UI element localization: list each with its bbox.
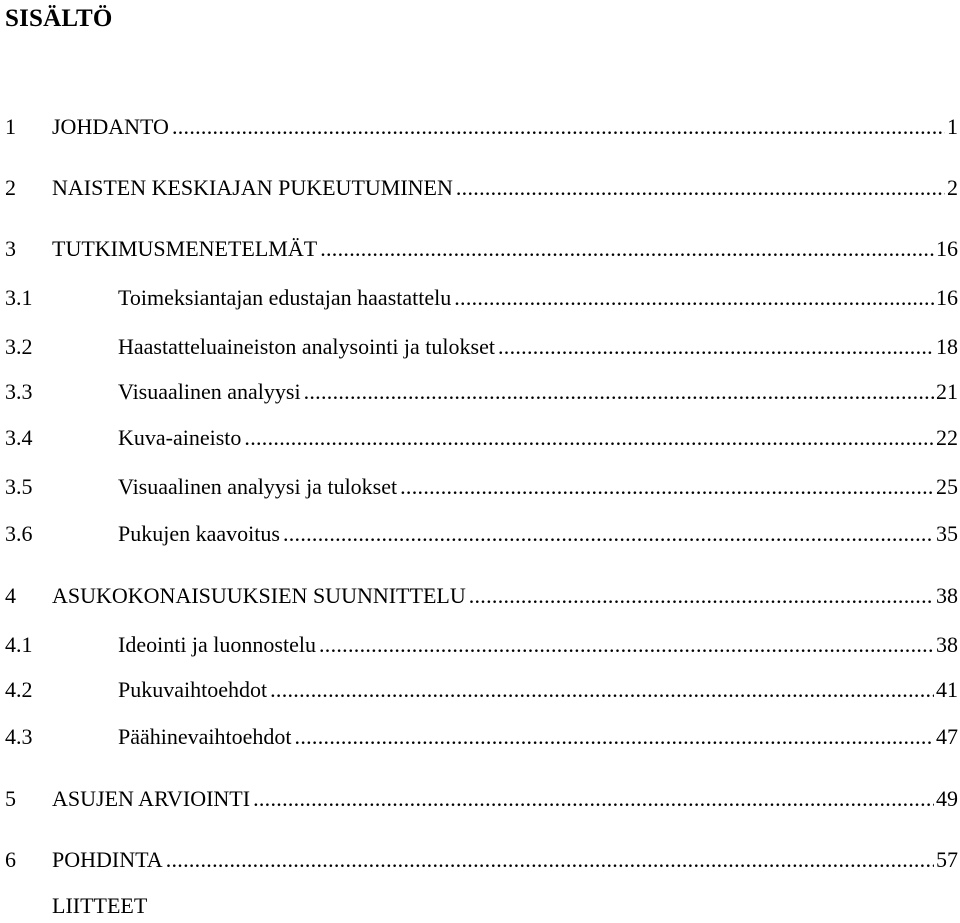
toc-entry-title: Haastatteluaineiston analysointi ja tulokset [118,334,495,359]
page-title: SISÄLTÖ [5,5,113,32]
toc-entry-4[interactable] [0,579,958,613]
toc-entry-title: ASUJEN ARVIOINTI [52,786,251,811]
toc-entry-page: 1 [947,114,958,139]
toc-entry-3-6[interactable] [0,517,958,551]
toc-entry-1[interactable] [0,110,958,144]
toc-entry-page: 38 [936,583,958,608]
toc-entry-number: 4.3 [5,724,33,749]
toc-entry-page: 21 [936,379,958,404]
toc-entry-page: 41 [936,677,958,702]
toc-entry-page: 38 [936,632,958,657]
dot-leader [456,171,945,205]
toc-entry-title: Päähinevaihtoehdot [118,724,292,749]
dot-leader [454,281,934,315]
dot-leader [172,110,945,144]
toc-entry-title: NAISTEN KESKIAJAN PUKEUTUMINEN [52,175,453,200]
toc-entry-appendices[interactable] [0,889,958,923]
toc-entry-title: LIITTEET [52,893,148,918]
toc-entry-number: 3.3 [5,379,33,404]
toc-entry-title: JOHDANTO [52,114,169,139]
toc-entry-page: 49 [936,786,958,811]
toc-entry-3-3[interactable] [0,375,958,409]
toc-entry-page: 2 [947,175,958,200]
toc-entry-title: Pukujen kaavoitus [118,521,280,546]
toc-entry-title: Kuva-aineisto [118,425,242,450]
toc-entry-number: 5 [5,786,16,811]
toc-entry-number: 4.1 [5,632,33,657]
dot-leader [320,232,934,266]
toc-entry-number: 3.2 [5,334,33,359]
dot-leader [270,673,934,707]
toc-entry-number: 4 [5,583,16,608]
toc-entry-page: 18 [936,334,958,359]
toc-entry-title: Visuaalinen analyysi [118,379,301,404]
toc-entry-title: ASUKOKONAISUUKSIEN SUUNNITTELU [52,583,466,608]
toc-entry-4-2[interactable] [0,673,958,707]
toc-entry-3-2[interactable] [0,330,958,364]
dot-leader [400,470,934,504]
toc-entry-page: 16 [936,285,958,310]
toc-entry-page: 25 [936,474,958,499]
toc-entry-title: TUTKIMUSMENETELMÄT [52,236,318,261]
toc-entry-page: 35 [936,521,958,546]
toc-entry-5[interactable] [0,782,958,816]
dot-leader [166,843,934,877]
toc-entry-page: 57 [936,847,958,872]
dot-leader [319,628,934,662]
toc-entry-4-1[interactable] [0,628,958,662]
toc-entry-2[interactable] [0,171,958,205]
dot-leader [304,375,934,409]
toc-entry-number: 3.1 [5,285,33,310]
toc-entry-number: 3.5 [5,474,33,499]
toc-entry-4-3[interactable] [0,720,958,754]
toc-entry-title: POHDINTA [52,847,163,872]
toc-entry-number: 3.6 [5,521,33,546]
toc-entry-3-4[interactable] [0,421,958,455]
toc-entry-number: 2 [5,175,16,200]
toc-entry-3-1[interactable] [0,281,958,315]
toc-entry-title: Visuaalinen analyysi ja tulokset [118,474,398,499]
dot-leader [498,330,934,364]
toc-entry-page: 22 [936,425,958,450]
toc-entry-number: 4.2 [5,677,33,702]
toc-entry-3[interactable] [0,232,958,266]
dot-leader [295,720,934,754]
toc-entry-title: Ideointi ja luonnostelu [118,632,316,657]
toc-entry-number: 3 [5,236,16,261]
toc-entry-page: 47 [936,724,958,749]
toc-entry-3-5[interactable] [0,470,958,504]
dot-leader [244,421,934,455]
toc-entry-page: 16 [936,236,958,261]
toc-entry-number: 6 [5,847,16,872]
toc-entry-number: 3.4 [5,425,33,450]
dot-leader [283,517,934,551]
toc-entry-title: Pukuvaihtoehdot [118,677,268,702]
toc-entry-title: Toimeksiantajan edustajan haastattelu [118,285,452,310]
toc-entry-number: 1 [5,114,16,139]
dot-leader [469,579,934,613]
dot-leader [253,782,934,816]
toc-entry-6[interactable] [0,843,958,877]
